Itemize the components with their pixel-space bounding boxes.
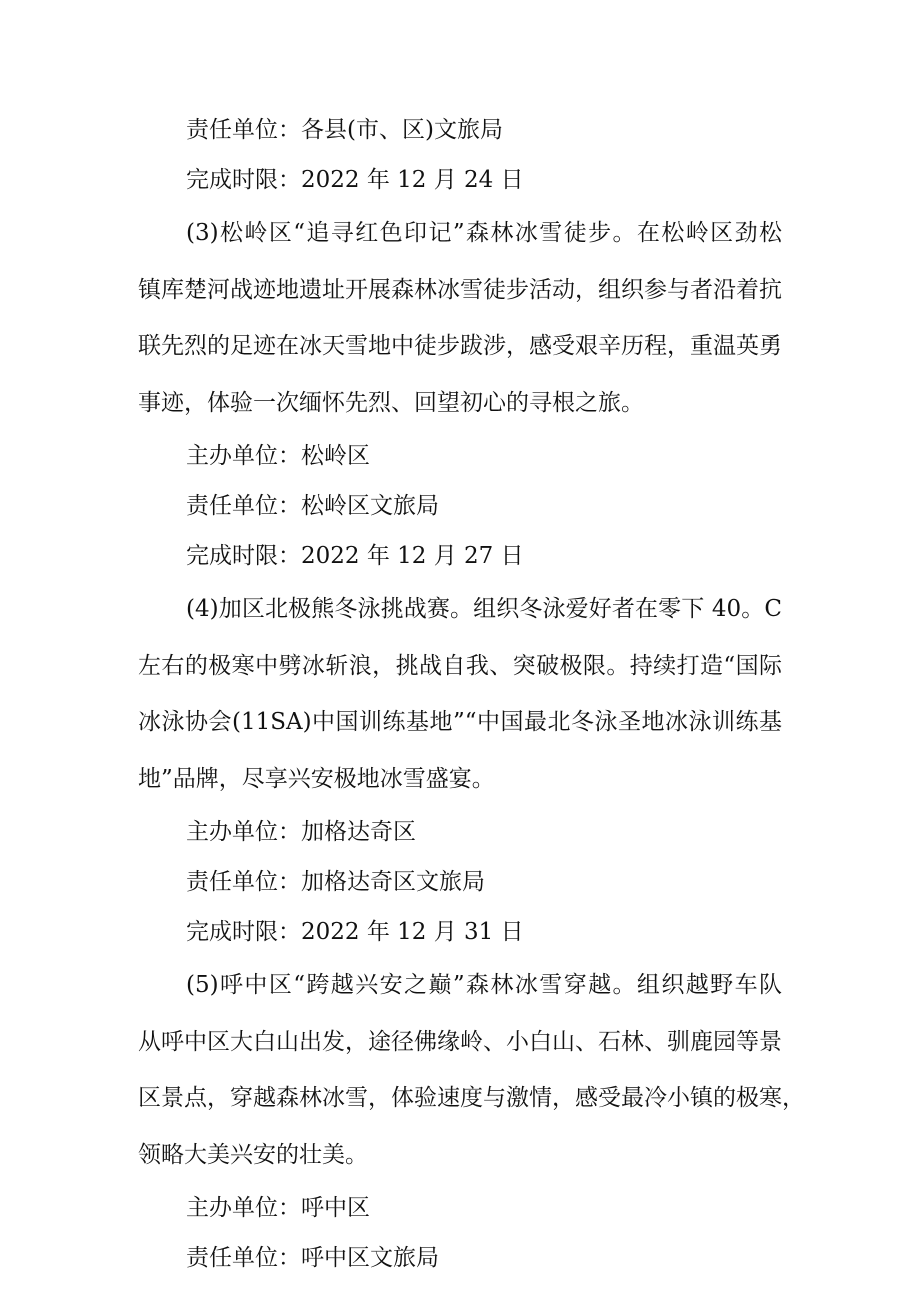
paragraph-line: (5)呼中区“跨越兴安之巅”森林冰雪穿越。组织越野车队 bbox=[186, 972, 782, 998]
paragraph-jiagedaqi bbox=[138, 581, 782, 807]
paragraph-line: 左右的极寒中劈冰斩浪，挑战自我、突破极限。持续打造“国际 bbox=[138, 652, 782, 679]
paragraph-line: 联先烈的足迹在冰天雪地中徒步跋涉，感受艰辛历程，重温英勇 bbox=[138, 333, 782, 359]
responsible-unit-line: 责任单位：各县(市、区)文旅局 bbox=[186, 117, 503, 143]
deadline-line: 完成时限：2022 年 12 月 27 日 bbox=[186, 543, 524, 569]
paragraph-songling bbox=[138, 205, 782, 431]
document-body bbox=[138, 105, 805, 1283]
responsible-unit-line: 责任单位：呼中区文旅局 bbox=[186, 1245, 439, 1271]
deadline-line: 完成时限：2022 年 12 月 24 日 bbox=[186, 167, 524, 193]
paragraph-line: 地”品牌，尽享兴安极地冰雪盛宴。 bbox=[138, 765, 495, 792]
paragraph-line: 镇库楚河战迹地遗址开展森林冰雪徒步活动，组织参与者沿着抗 bbox=[138, 276, 782, 303]
paragraph-line: (4)加区北极熊冬泳挑战赛。组织冬泳爱好者在零下 40。C bbox=[186, 596, 782, 622]
paragraph-line: 事迹，体验一次缅怀先烈、回望初心的寻根之旅。 bbox=[138, 389, 644, 416]
paragraph-line: 从呼中区大白山出发，途径佛缘岭、小白山、石林、驯鹿园等景 bbox=[138, 1028, 782, 1055]
paragraph-line: (3)松岭区“追寻红色印记”森林冰雪徒步。在松岭区劲松 bbox=[186, 220, 782, 246]
paragraph-line: 区景点，穿越森林冰雪，体验速度与激情，感受最冷小镇的极寒， bbox=[138, 1085, 805, 1111]
responsible-unit-line: 责任单位：加格达奇区文旅局 bbox=[186, 869, 485, 895]
paragraph-line: 领略大美兴安的壮美。 bbox=[138, 1141, 368, 1168]
deadline-line: 完成时限：2022 年 12 月 31 日 bbox=[186, 919, 524, 945]
host-unit-line: 主办单位：呼中区 bbox=[186, 1195, 370, 1221]
paragraph-huzhong bbox=[138, 957, 805, 1183]
responsible-unit-line: 责任单位：松岭区文旅局 bbox=[186, 493, 439, 519]
host-unit-line: 主办单位：松岭区 bbox=[186, 443, 370, 469]
paragraph-line: 冰泳协会(11SA)中国训练基地”“中国最北冬泳圣地冰泳训练基 bbox=[138, 709, 782, 735]
host-unit-line: 主办单位：加格达奇区 bbox=[186, 819, 416, 845]
